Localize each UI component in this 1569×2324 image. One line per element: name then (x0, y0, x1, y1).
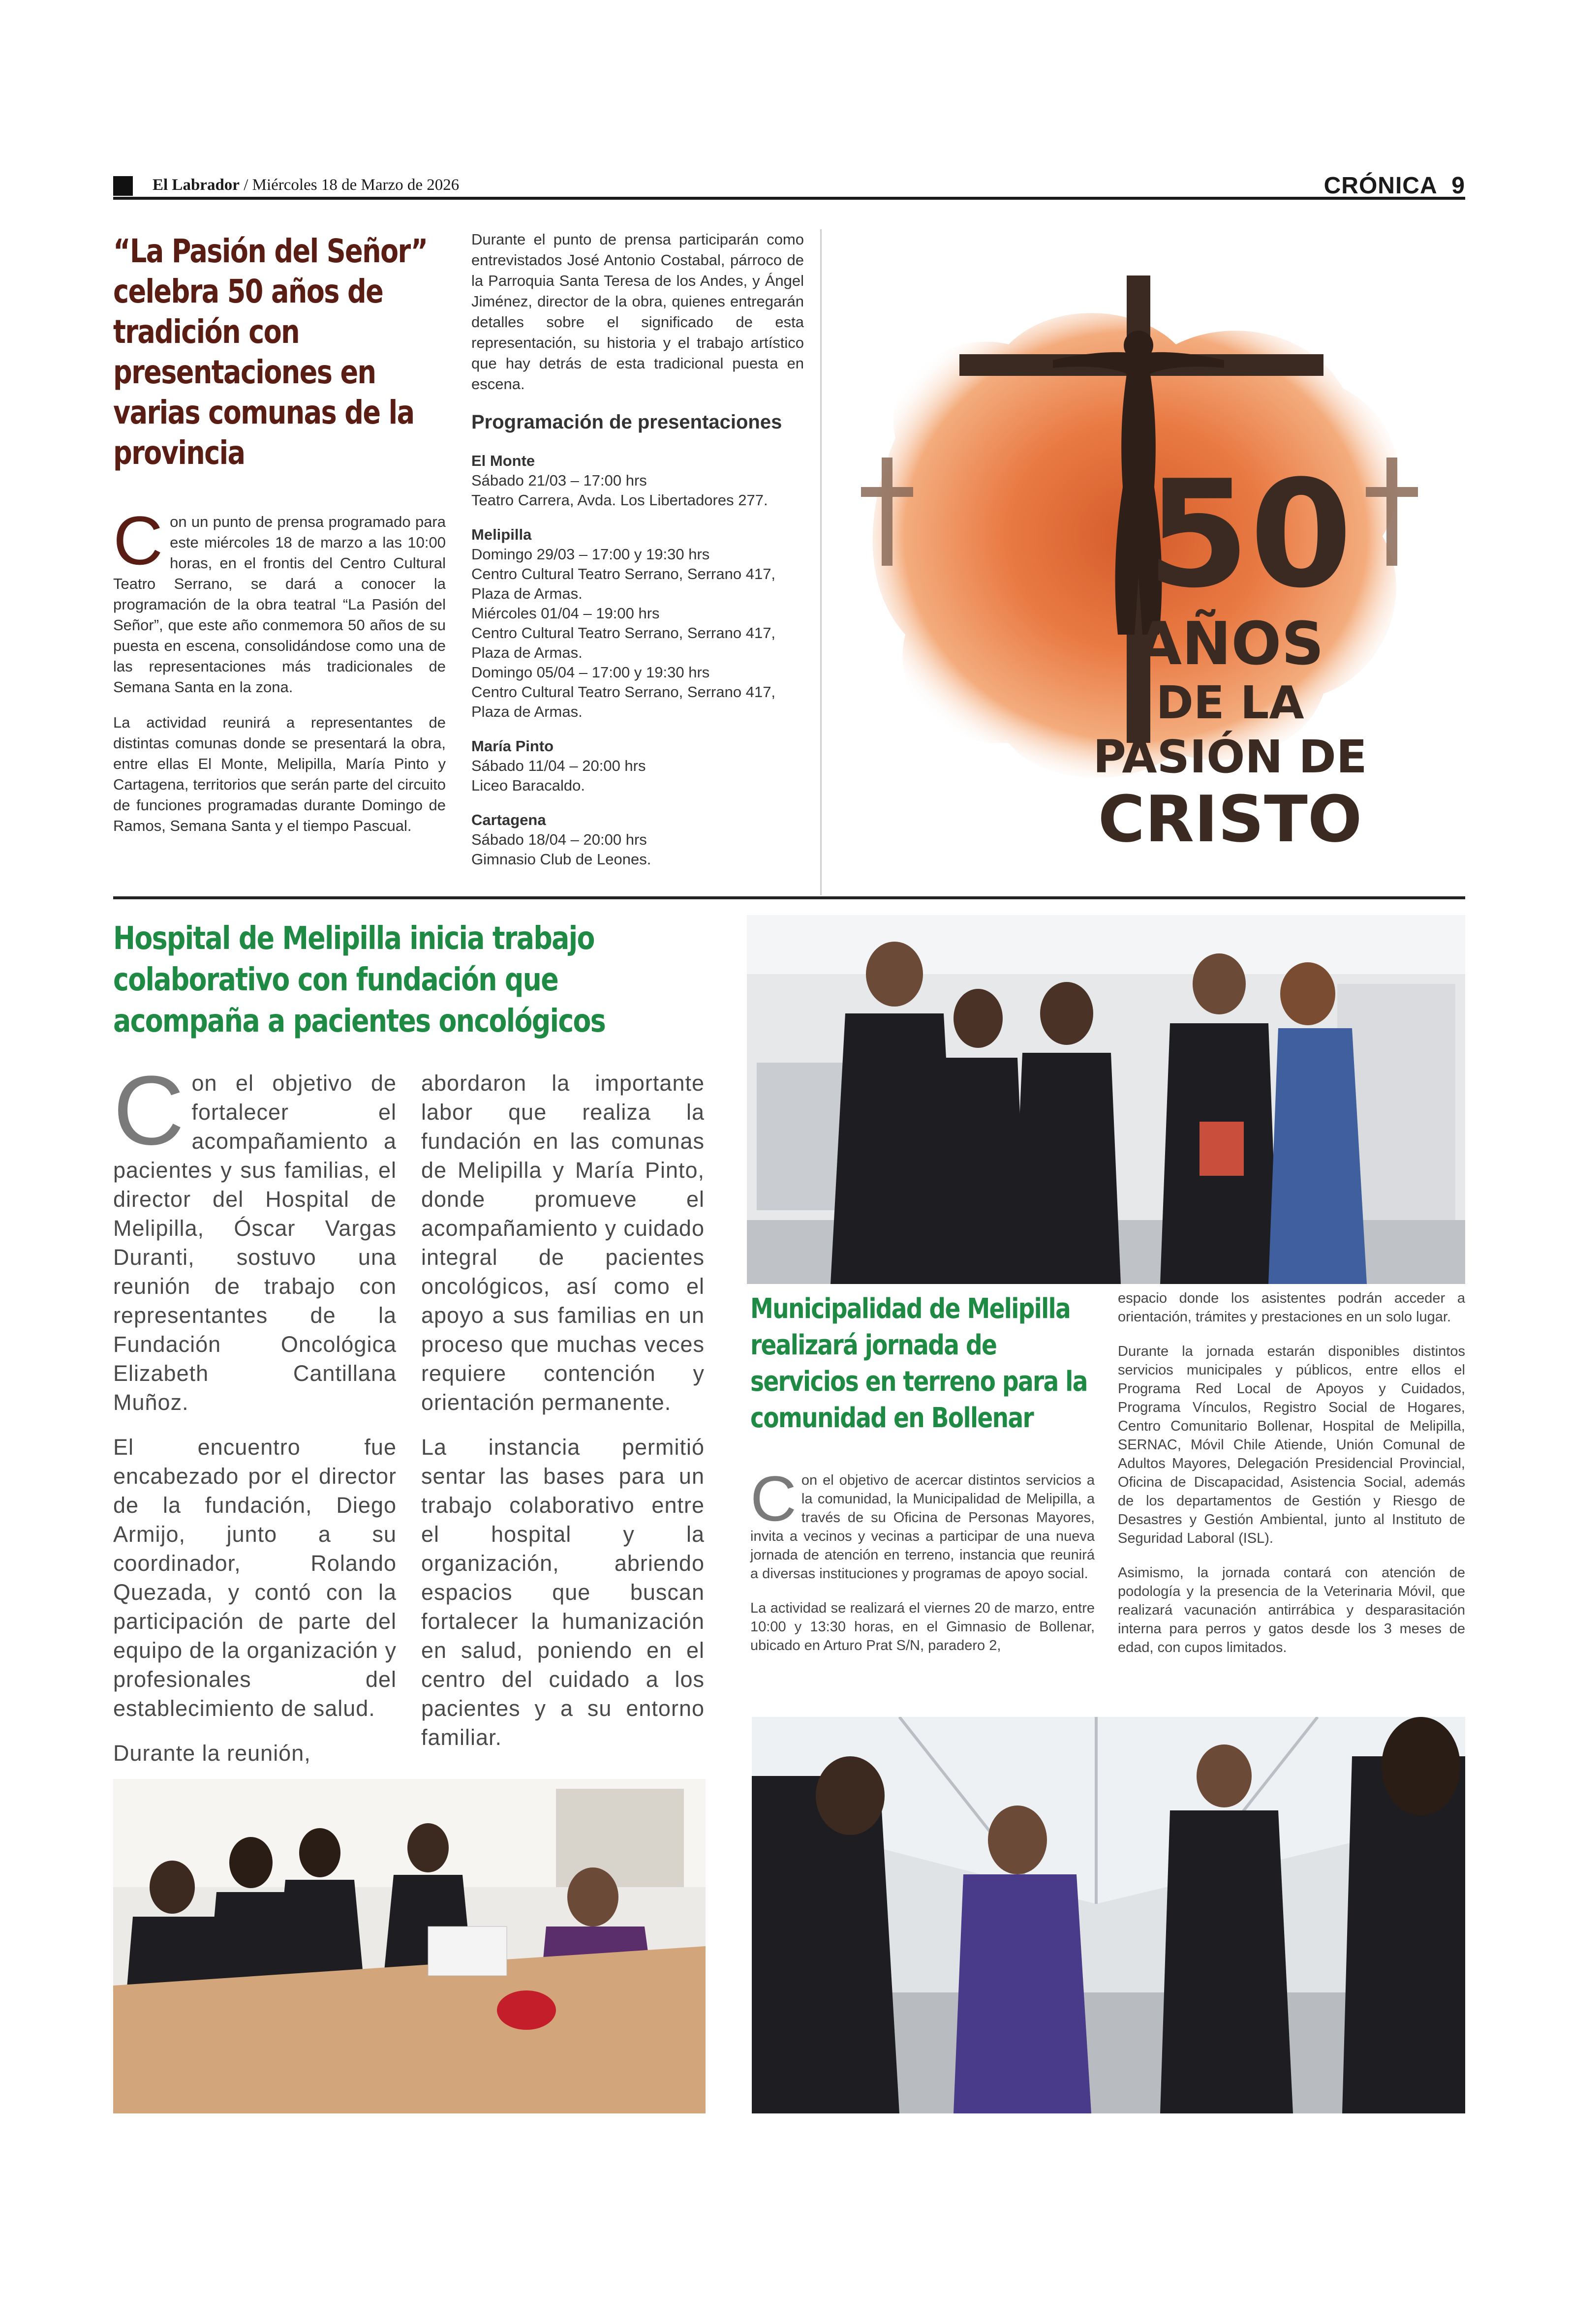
venue-name: María Pinto (471, 737, 554, 755)
meeting-table-photo-graphic (113, 1779, 706, 2113)
story3-paragraph-1-text: on el objetivo de acercar distintos servicios a la comunidad, la Municipalidad de Melipilla, a través de su Oficina de Personas Mayores, invita a vecinos y vecinas a participar de una nueva jornada de atención en terreno, instancia que reunirá a diversas instituciones y programas de apoyo social. (750, 1472, 1095, 1582)
header-paper-date (153, 176, 459, 194)
story1-column-1 (113, 502, 446, 851)
venue-detail-line: Centro Cultural Teatro Serrano, Serrano 417, Plaza de Armas. (471, 683, 776, 720)
program-venue (471, 451, 804, 510)
story2-paragraph-2: El encuentro fue encabezado por el director de la fundación, Diego Armijo, junto a su coordinador, Rolando Quezada, y contó con la participación de parte del equipo de la organización y profesionales del establecimiento de salud. (113, 1435, 397, 1721)
story1-paragraph-2: La actividad reunirá a representantes de distintas comunas donde se presentará la obra, entre ellas El Monte, Melipilla, María Pinto y Cartagena, territorios que serán parte del circuito de funciones programadas durante Domingo de Ramos, Semana Santa y el tiempo Pascual. (113, 714, 446, 834)
venue-detail-line: Centro Cultural Teatro Serrano, Serrano 417, Plaza de Armas. (471, 565, 776, 602)
poster-line-4: CRISTO (1098, 782, 1362, 856)
figure-head (1124, 331, 1153, 360)
section-name: CRÓNICA (1323, 173, 1438, 199)
hospital-team-photo (747, 915, 1465, 1284)
venue-detail-line: Miércoles 01/04 – 19:00 hrs (471, 605, 660, 622)
program-title: Programación de presentaciones (471, 411, 782, 433)
story1-dropcap: C (113, 502, 163, 579)
venue-detail-line: Domingo 05/04 – 17:00 y 19:30 hrs (471, 664, 710, 681)
story2-paragraph-3b: abordaron la importante labor que realiza la fundación en las comunas de Melipilla y María Pinto, donde promueve el acompañamiento y cuidado integral de pacientes oncológicos, así como el apoyo a sus familias en un proceso que muchas veces requiere contención y orientación permanente. (421, 1070, 705, 1415)
story3-paragraph-3: espacio donde los asistentes podrán acceder a orientación, trámites y prestaciones en un solo lugar. (1118, 1290, 1465, 1325)
bollenar-visit-photo (752, 1717, 1465, 2113)
issue-date: / Miércoles 18 de Marzo de 2026 (239, 176, 460, 194)
story1-column-2 (471, 229, 804, 884)
paper-name: El Labrador (153, 176, 240, 194)
program-venue (471, 525, 804, 722)
venue-detail-line: Sábado 21/03 – 17:00 hrs (471, 472, 647, 489)
story2-paragraph-4: La instancia permitió sentar las bases para un trabajo colaborativo entre el hospital y la organización, abriendo espacios que buscan fortalecer la humanización en salud, poniendo en el centro del cuidado a los pacientes y a su entorno familiar. (421, 1435, 705, 1750)
story3-paragraph-5: Asimismo, la jornada contará con atención de podología y la presencia de la Veterinaria Móvil, que realizará vacunación antirrábica y desparasitación interna para perros y gatos desde los 3 meses de edad, con cupos limitados. (1118, 1565, 1465, 1655)
poster-line-3: PASIÓN DE (1093, 731, 1367, 783)
section-label (1324, 172, 1465, 199)
story3-paragraph-1 (750, 1463, 1095, 1583)
story2-dropcap: C (113, 1056, 185, 1165)
venue-detail-line: Liceo Baracaldo. (471, 777, 585, 794)
pasion-poster (822, 231, 1465, 890)
story2-column-1 (113, 1056, 397, 1783)
venue-detail-line: Sábado 18/04 – 20:00 hrs (471, 831, 647, 848)
venue-detail-line: Teatro Carrera, Avda. Los Libertadores 277. (471, 491, 768, 509)
story2-paragraph-1 (113, 1056, 397, 1417)
venue-name: El Monte (471, 452, 535, 469)
venue-name: Cartagena (471, 811, 546, 828)
poster-line-2: DE LA (1156, 676, 1304, 729)
venue-name: Melipilla (471, 526, 532, 543)
poster-number: 50 (1147, 449, 1353, 620)
story1-paragraph-1-text: on un punto de prensa programado para este miércoles 18 de marzo a las 10:00 horas, en el frontis del Centro Cultural Teatro Serrano, se dará a conocer la programación de la obra teatral “La Pasión del Señor”, que este año conmemora 50 años de su puesta en escena, consolidándose como una de las representaciones más tradicionales de Semana Santa en la zona. (113, 513, 446, 696)
program-venue-list (471, 451, 804, 869)
section-divider (113, 896, 1465, 899)
poster-graphic (822, 231, 1465, 890)
story1-paragraph-1 (113, 502, 446, 698)
poster-line-1: AÑOS (1136, 610, 1324, 678)
story3-dropcap: C (750, 1463, 797, 1534)
story3-paragraph-4: Durante la jornada estarán disponibles distintos servicios municipales y públicos, entre ellos el Programa Red Local de Apoyos y Cuidados, Programa Vínculos, Registro Social de Hogares, Centro Comunitario Bollenar, Hospital de Melipilla, SERNAC, Móvil Chile Atiende, Unión Comunal de Adultos Mayores, Delegación Presidencial Provincial, Oficina de Discapacidad, Asistencia Social, además de los departamentos de Gestión y Riesgo de Desastres y Gestión Ambiental, junto al Instituto de Seguridad Laboral (ISL). (1118, 1344, 1465, 1546)
story2-paragraph-3a: Durante la reunión, (113, 1741, 311, 1766)
hospital-team-photo-graphic (747, 915, 1465, 1284)
page-header (113, 175, 1465, 200)
venue-detail-line: Domingo 29/03 – 17:00 y 19:30 hrs (471, 546, 710, 563)
story2-column-2 (421, 1069, 705, 1768)
story1-paragraph-3: Durante el punto de prensa participarán como entrevistados José Antonio Costabal, párroco de la Parroquia Santa Teresa de los Andes, y Ángel Jiménez, director de la obra, quienes entregarán detalles sobre el significado de esta representación, su historia y el trabajo artístico que hay detrás de esta tradicional puesta en escena. (471, 231, 804, 393)
story2-paragraph-1-text: on el objetivo de fortalecer el acompañamiento a pacientes y sus familias, el director del Hospital de Melipilla, Óscar Vargas Duranti, sostuvo una reunión de trabajo con representantes de la Fundación Oncológica Elizabeth Cantillana Muñoz. (113, 1070, 397, 1415)
story3-headline: Municipalidad de Melipilla realizará jornada de servicios en terreno para la comunidad en Bollenar (750, 1293, 1087, 1434)
program-venue (471, 736, 804, 795)
story2-headline: Hospital de Melipilla inicia trabajo colaborativo con fundación que acompaña a pacientes oncológicos (113, 920, 606, 1040)
meeting-table-photo (113, 1779, 706, 2113)
venue-detail-line: Gimnasio Club de Leones. (471, 851, 651, 868)
story3-paragraph-2: La actividad se realizará el viernes 20 de marzo, entre 10:00 y 13:30 horas, en el Gimnasio de Bollenar, ubicado en Arturo Prat S/N, paradero 2, (750, 1600, 1095, 1653)
bollenar-visit-photo-graphic (752, 1717, 1465, 2113)
venue-detail-line: Sábado 11/04 – 20:00 hrs (471, 757, 646, 774)
story3-column-1 (750, 1463, 1095, 1671)
page-number: 9 (1451, 173, 1465, 199)
story3-column-2 (1118, 1289, 1465, 1673)
header-square-mark (113, 176, 133, 196)
program-venue (471, 810, 804, 869)
story1-headline: “La Pasión del Señor” celebra 50 años de tradición con presentaciones en varias comunas de la provincia (113, 232, 428, 472)
venue-detail-line: Centro Cultural Teatro Serrano, Serrano 417, Plaza de Armas. (471, 624, 776, 661)
